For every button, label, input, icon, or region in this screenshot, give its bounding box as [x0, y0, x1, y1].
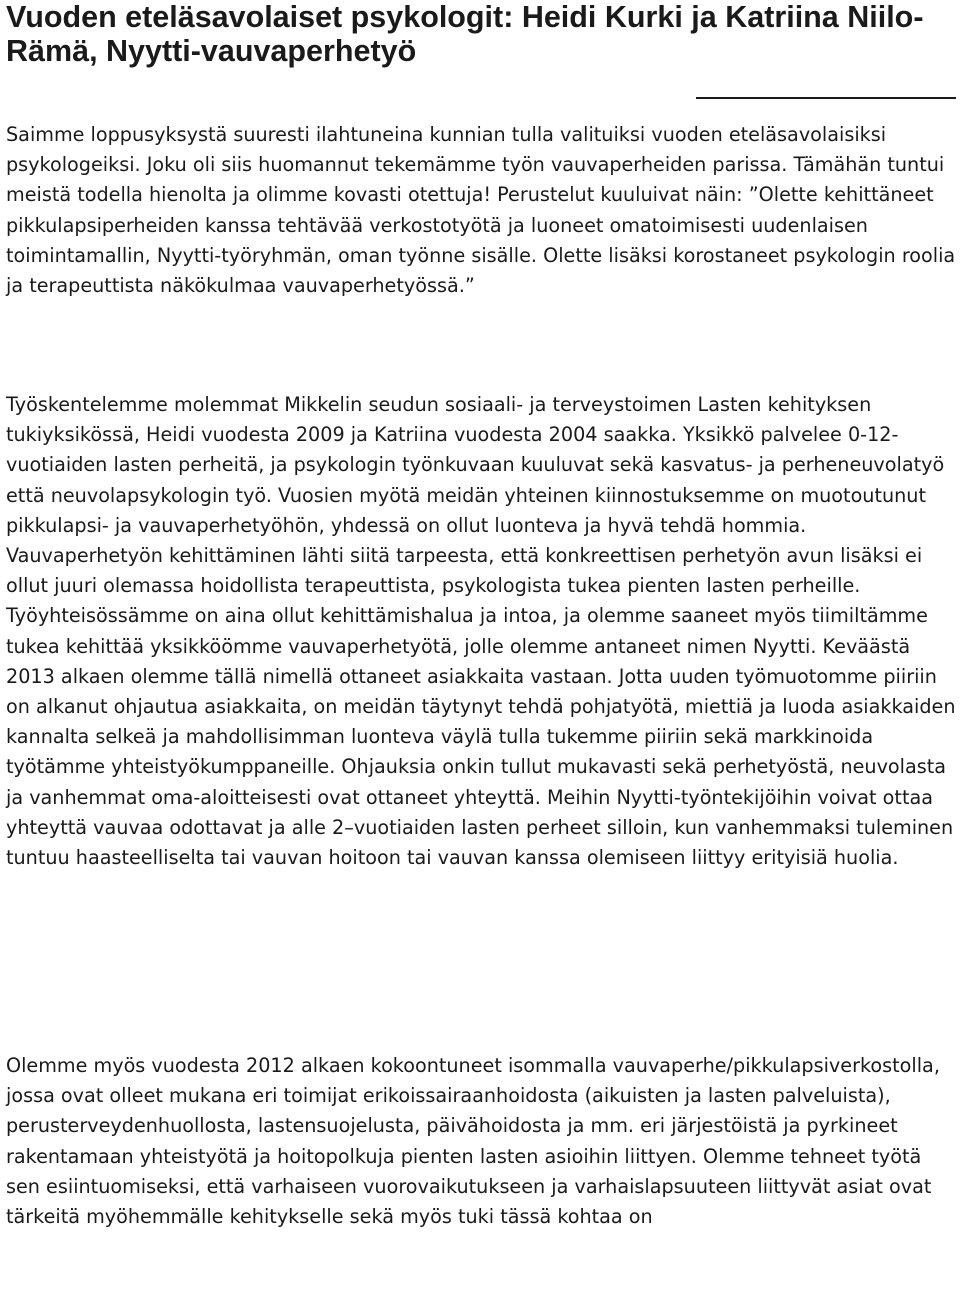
paragraph-network [6, 1051, 958, 1232]
paragraph-work [6, 390, 958, 873]
paragraph-text: Saimme loppusyksystä suuresti ilahtuneina kunnian tulla valituiksi vuoden eteläsavolaisiksi psykologeiksi. Joku oli siis huomannut tekemämme työn vauvaperheiden parissa. Tämähän tuntui meistä todella hienolta ja olimme kovasti otettuja! Perustelut kuuluivat näin: ”Olette kehittäneet pikkulapsiperheiden kanssa tehtävää verkostotyötä ja luoneet omatoimisesti uudenlaisen toimintamallin, Nyytti-työryhmän, oman työnne sisälle. Olette lisäksi korostaneet psykologin roolia ja terapeuttista näkökulmaa vauvaperhetyössä.” [6, 123, 956, 298]
paragraph-text: Työskentelemme molemmat Mikkelin seudun sosiaali- ja terveystoimen Lasten kehityksen tukiyksikössä, Heidi vuodesta 2009 ja Katriina vuodesta 2004 saakka. Yksikkö palvelee 0-12-vuotiaiden lasten perheitä, ja psykologin työnkuvaan kuuluvat sekä kasvatus- ja perheneuvolatyö että neuvolapsykologin työ. Vuosien myötä meidän yhteinen kiinnostuksemme on muotoutunut pikkulapsi- ja vauvaperhetyöhön, yhdessä on ollut luonteva ja hyvä tehdä hommia. Vauvaperhetyön kehittäminen lähti siitä tarpeesta, että konkreettisen perhetyön avun lisäksi ei ollut juuri olemassa hoidollista terapeuttista, psykologista tukea pienten lasten perheille. Työyhteisössämme on aina ollut kehittämishalua ja intoa, ja olemme saaneet myös tiimiltämme tukea kehittää yksikköömme vauvaperhetyötä, jolle olemme antaneet nimen Nyytti. Keväästä 2013 alkaen olemme tällä nimellä ottaneet asiakkaita vastaan. Jotta uuden työmuotomme piiriin on alkanut ohjautua asiakkaita, on meidän täytynyt tehdä pohjatyötä, miettiä ja luoda asiakkaiden kannalta selkeä ja mahdollisimman luonteva väylä tulla tukemme piiriin sekä markkinoida työtämme yhteistyökumppaneille. Ohjauksia onkin tullut mukavasti sekä perhetyöstä, neuvolasta ja vanhemmat oma-aloitteisesti ovat ottaneet yhteyttä. Meihin Nyytti-työntekijöihin voivat ottaa yhteyttä vauvaa odottavat ja alle 2–vuotiaiden lasten perheet silloin, kun vanhemmaksi tuleminen tuntuu haasteelliselta tai vauvan hoitoon tai vauvan kanssa olemiseen liittyy erityisiä huolia. [6, 393, 956, 870]
document-page [6, 0, 956, 68]
paragraph-award [6, 120, 958, 301]
page-title: Vuoden eteläsavolaiset psykologit: Heidi Kurki ja Katriina Niilo-Rämä, Nyytti-vauvaperhetyö [6, 0, 924, 68]
title-divider [696, 97, 956, 99]
paragraph-text: Olemme myös vuodesta 2012 alkaen kokoontuneet isommalla vauvaperhe/pikkulapsiverkostolla, jossa ovat olleet mukana eri toimijat erikoissairaanhoidosta (aikuisten ja lasten palveluista), perusterveydenhuollosta, lastensuojelusta, päivähoidosta ja mm. eri järjestöistä ja pyrkineet rakentamaan yhteistyötä ja hoitopolkuja pienten lasten asioihin liittyen. Olemme tehneet työtä sen esiintuomiseksi, että varhaiseen vuorovaikutukseen ja varhaislapsuuteen liittyvät asiat ovat tärkeitä myöhemmälle kehitykselle sekä myös tuki tässä kohtaa on [6, 1054, 940, 1229]
